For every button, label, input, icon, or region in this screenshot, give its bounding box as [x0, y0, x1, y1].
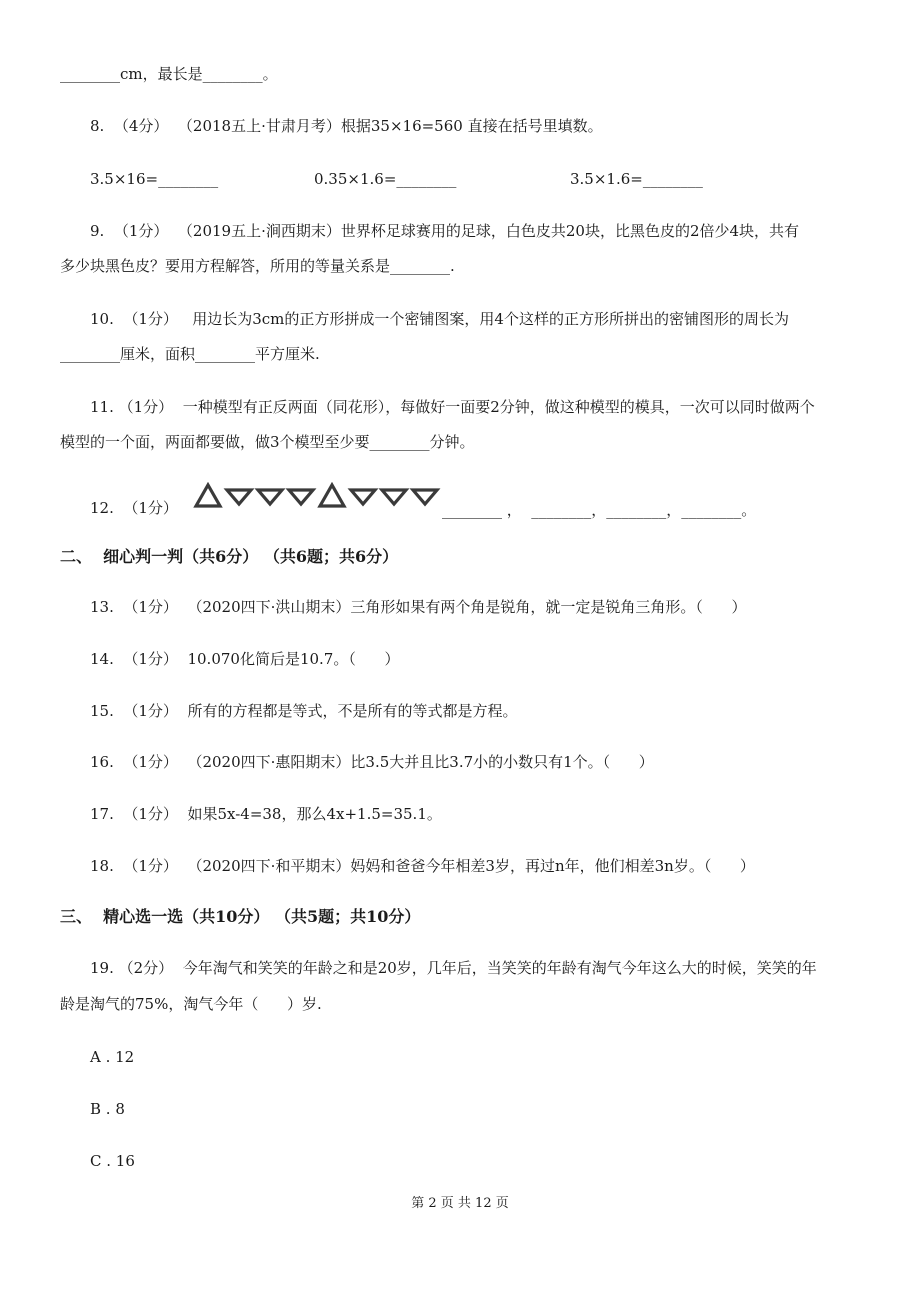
section-2-heading: 二、 细心判一判（共6分） （共6题；共6分）: [60, 547, 399, 566]
q7-continuation: ________cm，最长是________。: [60, 65, 278, 83]
triangle-down: [382, 490, 406, 504]
q8-blank-b: 0.35×1.6=________: [314, 170, 457, 188]
q9-line2: 多少块黑色皮？要用方程解答，所用的等量关系是________.: [60, 257, 455, 275]
triangle-down: [413, 490, 437, 504]
q19-option-c: C . 16: [90, 1152, 135, 1170]
triangle-down: [289, 490, 313, 504]
triangle-up: [320, 485, 344, 506]
q17: 17. （1分） 如果5x-4=38，那么4x+1.5=35.1。: [90, 805, 442, 823]
q19-line1: 19. （2分） 今年淘气和笑笑的年龄之和是20岁，几年后，当笑笑的年龄有淘气今年这么大的时候，笑笑的年: [90, 959, 817, 977]
q12-blanks: ________ ， ________，________，________。: [442, 501, 757, 519]
q19-option-b: B . 8: [90, 1100, 125, 1118]
q8-stem: 8. （4分） （2018五上·甘肃月考）根据35×16=560 直接在括号里填数。: [90, 117, 603, 135]
triangle-down: [227, 490, 251, 504]
triangle-down: [351, 490, 375, 504]
q12-prefix: 12. （1分）: [90, 499, 178, 517]
q13: 13. （1分） （2020四下·洪山期末）三角形如果有两个角是锐角，就一定是锐角三角形。（ ）: [90, 598, 747, 616]
q8-blank-a: 3.5×16=________: [90, 170, 219, 188]
q11-line1: 11. （1分） 一种模型有正反两面（同花形），每做好一面要2分钟，做这种模型的模具，一次可以同时做两个: [90, 398, 815, 416]
triangle-down: [258, 490, 282, 504]
q10-line2: ________厘米，面积________平方厘米.: [60, 345, 320, 363]
triangle-pattern-figure: [192, 482, 442, 512]
q19-option-a: A . 12: [90, 1048, 135, 1066]
q8-blank-c: 3.5×1.6=________: [570, 170, 703, 188]
page-footer: 第 2 页 共 12 页: [411, 1196, 509, 1211]
section-3-heading: 三、 精心选一选（共10分） （共5题；共10分）: [60, 907, 421, 926]
q11-line2: 模型的一个面，两面都要做，做3个模型至少要________分钟。: [60, 433, 475, 451]
q14: 14. （1分） 10.070化简后是10.7。（ ）: [90, 650, 400, 668]
q18: 18. （1分） （2020四下·和平期末）妈妈和爸爸今年相差3岁，再过n年，他们相差3n岁。（ ）: [90, 857, 755, 875]
triangle-up: [196, 485, 220, 506]
q9-line1: 9. （1分） （2019五上·涧西期末）世界杯足球赛用的足球，白色皮共20块，比黑色皮的2倍少4块，共有: [90, 222, 800, 240]
q15: 15. （1分） 所有的方程都是等式，不是所有的等式都是方程。: [90, 702, 518, 720]
q16: 16. （1分） （2020四下·惠阳期末）比3.5大并且比3.7小的小数只有1个。（ ）: [90, 753, 654, 771]
q10-line1: 10. （1分） 用边长为3cm的正方形拼成一个密铺图案，用4个这样的正方形所拼出的密铺图形的周长为: [90, 310, 789, 328]
q19-line2: 龄是淘气的75%，淘气今年（ ）岁.: [60, 995, 322, 1013]
